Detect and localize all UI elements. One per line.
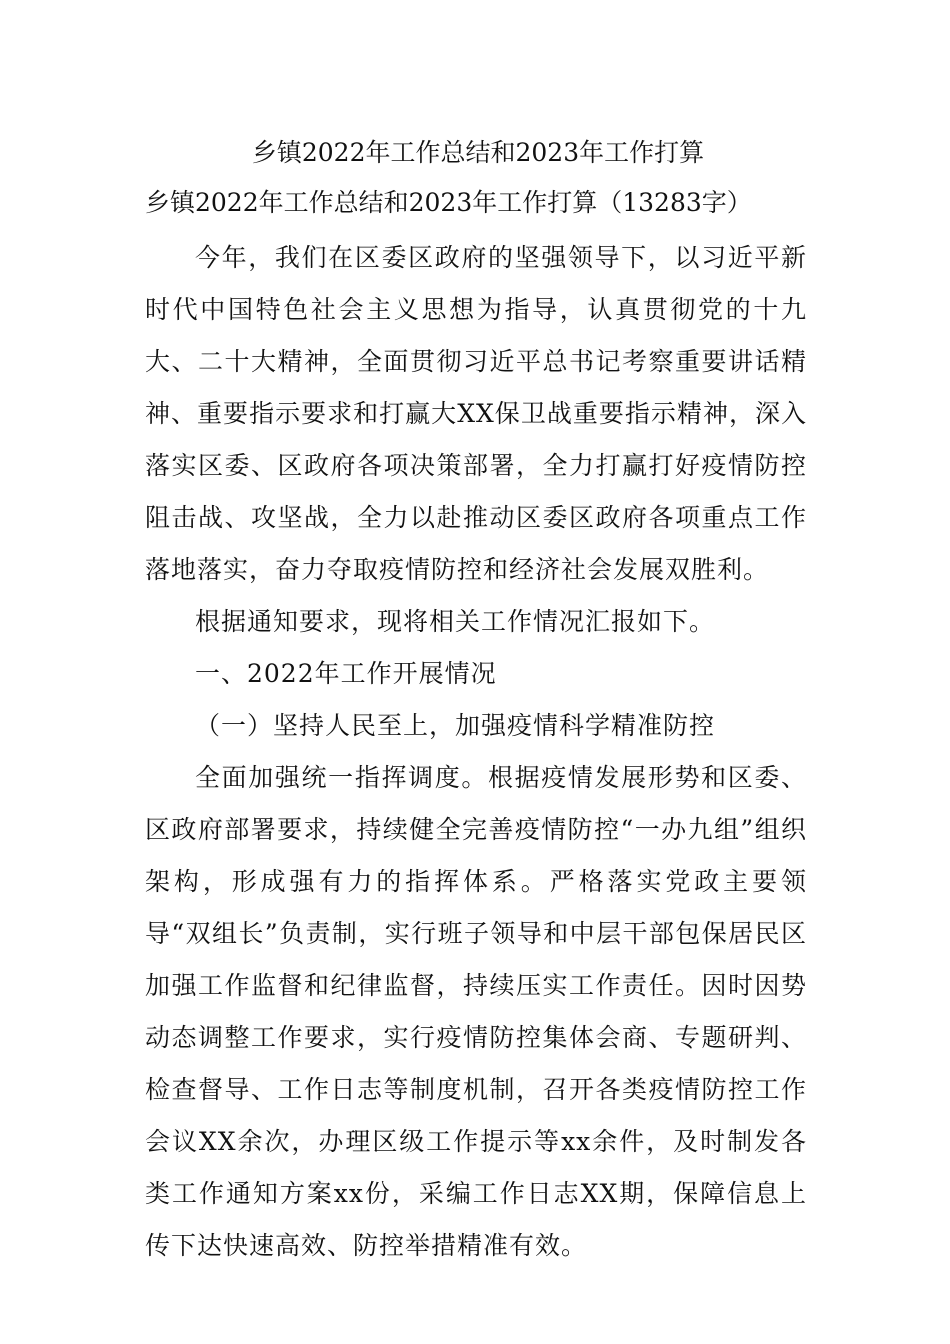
intro-paragraph: 今年，我们在区委区政府的坚强领导下，以习近平新时代中国特色社会主义思想为指导，认真贯彻党的十九大、二十大精神，全面贯彻习近平总书记考察重要讲话精神、重要指示要求和打赢大XX保卫战重要指示精神，深入落实区委、区政府各项决策部署，全力打赢打好疫情防控阻击战、攻坚战，全力以赴推动区委区政府各项重点工作落地落实，奋力夺取疫情防控和经济社会发展双胜利。	[145, 243, 807, 584]
body-paragraph-command: 全面加强统一指挥调度。根据疫情发展形势和区委、区政府部署要求，持续健全完善疫情防控“一办九组”组织架构，形成强有力的指挥体系。严格落实党政主要领导“双组长”负责制，实行班子领导和中层干部包保居民区加强工作监督和纪律监督，持续压实工作责任。因时因势动态调整工作要求，实行疫情防控集体会商、专题研判、检查督导、工作日志等制度机制，召开各类疫情防控工作会议XX余次，办理区级工作提示等xx余件，及时制发各类工作通知方案xx份，采编工作日志XX期，保障信息上传下达快速高效、防控举措精准有效。	[145, 763, 807, 1260]
section-heading-1: 一、2022年工作开展情况	[195, 659, 497, 688]
document-title: 乡镇2022年工作总结和2023年工作打算	[251, 138, 705, 167]
document-body	[145, 128, 807, 1272]
document-subtitle: 乡镇2022年工作总结和2023年工作打算（13283字）	[145, 188, 752, 217]
subsection-heading-1: （一）坚持人民至上，加强疫情科学精准防控	[195, 711, 716, 740]
report-notice-paragraph: 根据通知要求，现将相关工作情况汇报如下。	[195, 607, 716, 636]
